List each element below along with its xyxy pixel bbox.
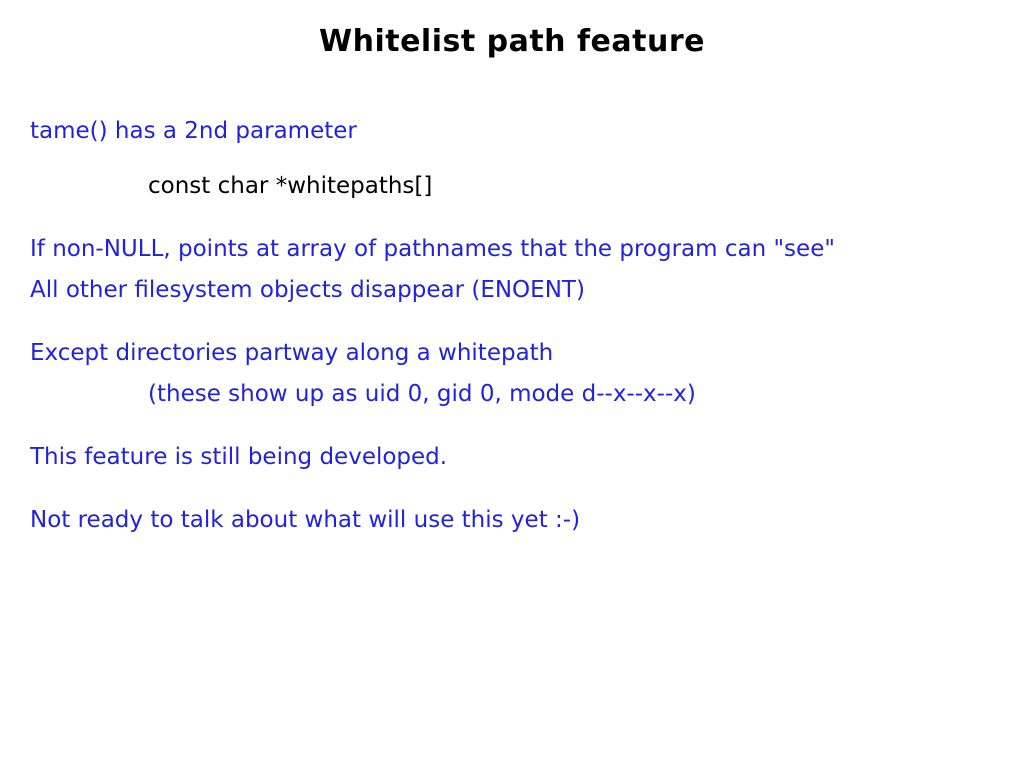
spacer bbox=[30, 302, 1010, 342]
body-line-7: This feature is still being developed. bbox=[30, 444, 448, 470]
body-line-1: tame() has a 2nd parameter bbox=[30, 118, 357, 144]
body-line-4: All other filesystem objects disappear (ENOENT) bbox=[30, 277, 585, 303]
body-line-2-code: const char *whitepaths[] bbox=[148, 173, 433, 199]
body-line-6: (these show up as uid 0, gid 0, mode d--x--x--x) bbox=[148, 381, 696, 407]
slide-body bbox=[30, 120, 1010, 532]
spacer bbox=[30, 469, 1010, 509]
body-line-5: Except directories partway along a whitepath bbox=[30, 340, 554, 366]
body-line-8: Not ready to talk about what will use this yet :-) bbox=[30, 507, 581, 533]
body-line-3: If non-NULL, points at array of pathnames that the program can "see" bbox=[30, 236, 835, 262]
spacer bbox=[30, 198, 1010, 238]
spacer bbox=[30, 406, 1010, 446]
page-title: Whitelist path feature bbox=[319, 24, 705, 59]
spacer bbox=[30, 143, 1010, 175]
